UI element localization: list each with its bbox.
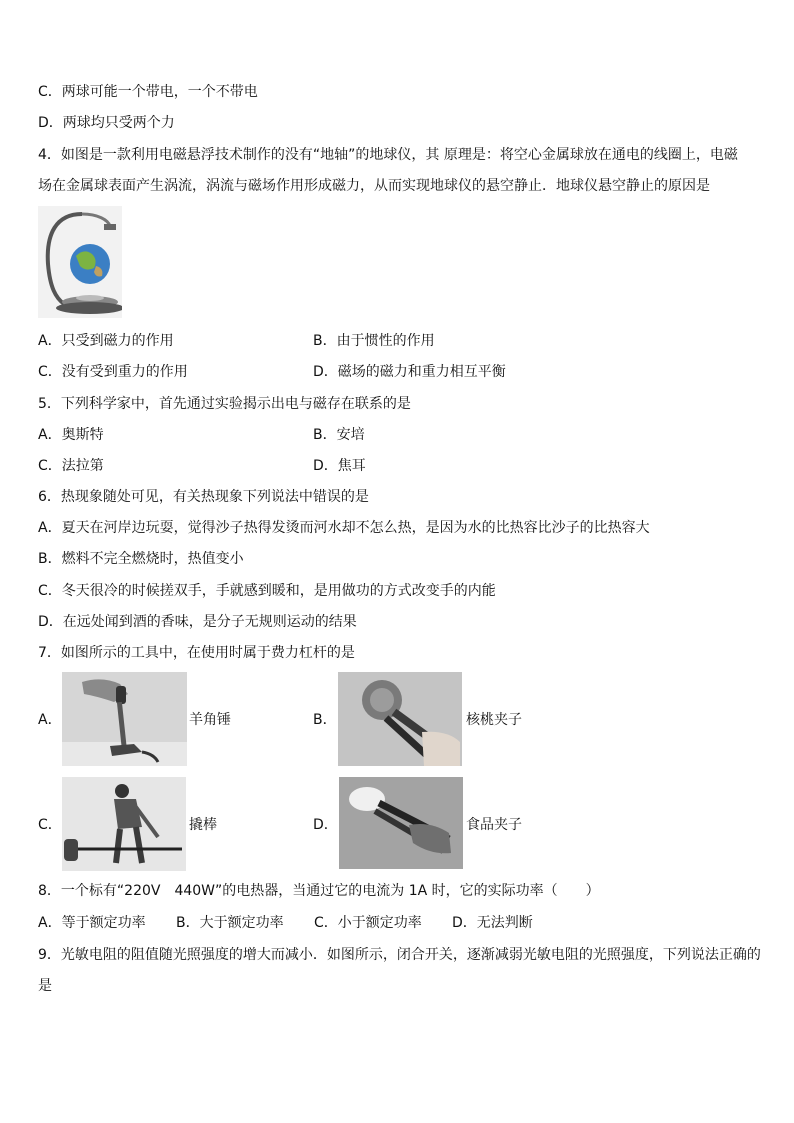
question-5-option-b: B．安培	[313, 427, 365, 443]
question-7-option-b-label: 核桃夹子	[466, 712, 522, 728]
question-7-option-b-letter: B．	[313, 712, 337, 728]
option-d-prev: D．两球均只受两个力	[38, 115, 175, 131]
question-5-option-a: A．奥斯特	[38, 427, 104, 443]
question-5-stem: 5．下列科学家中，首先通过实验揭示出电与磁存在联系的是	[38, 396, 411, 412]
question-4-option-d: D．磁场的磁力和重力相互平衡	[313, 364, 506, 380]
question-7-stem: 7．如图所示的工具中，在使用时属于费力杠杆的是	[38, 645, 355, 661]
question-7-option-d-label: 食品夹子	[466, 817, 522, 833]
nutcracker-image	[338, 672, 462, 766]
question-7-option-c-label: 撬棒	[189, 817, 217, 833]
question-7-option-c-letter: C．	[38, 817, 62, 833]
question-7-option-d-letter: D．	[313, 817, 338, 833]
question-4-option-c: C．没有受到重力的作用	[38, 364, 188, 380]
option-c-prev: C．两球可能一个带电，一个不带电	[38, 84, 258, 100]
food-tongs-image	[339, 777, 463, 869]
question-8-option-a: A．等于额定功率	[38, 915, 146, 931]
question-6-option-d: D．在远处闻到酒的香味，是分子无规则运动的结果	[38, 614, 357, 630]
question-4-option-b: B．由于惯性的作用	[313, 333, 435, 349]
question-9-stem-line1: 9．光敏电阻的阻值随光照强度的增大而减小．如图所示，闭合开关，逐渐减弱光敏电阻的光照强度，下列说法正确的	[38, 947, 761, 963]
question-6-option-b: B．燃料不完全燃烧时，热值变小	[38, 551, 244, 567]
question-8-option-c: C．小于额定功率	[314, 915, 422, 931]
claw-hammer-image	[62, 672, 187, 766]
question-9-stem-line2: 是	[38, 978, 52, 994]
question-6-option-c: C．冬天很冷的时候搓双手，手就感到暖和，是用做功的方式改变手的内能	[38, 583, 496, 599]
question-8-option-d: D．无法判断	[452, 915, 533, 931]
question-8-option-b: B．大于额定功率	[176, 915, 284, 931]
question-6-option-a: A．夏天在河岸边玩耍，觉得沙子热得发烫而河水却不怎么热，是因为水的比热容比沙子的比热容大	[38, 520, 650, 536]
question-8-stem: 8．一个标有“220V 440W”的电热器，当通过它的电流为 1A 时，它的实际功率（ ）	[38, 883, 600, 899]
crowbar-image	[62, 777, 186, 871]
question-7-option-a-label: 羊角锤	[189, 712, 231, 728]
question-4-stem-line2: 场在金属球表面产生涡流，涡流与磁场作用形成磁力，从而实现地球仪的悬空静止．地球仪悬空静止的原因是	[38, 178, 710, 194]
question-4-stem-line1: 4．如图是一款利用电磁悬浮技术制作的没有“地轴”的地球仪，其 原理是：将空心金属球放在通电的线圈上，电磁	[38, 147, 738, 163]
question-5-option-d: D．焦耳	[313, 458, 366, 474]
question-6-stem: 6．热现象随处可见，有关热现象下列说法中错误的是	[38, 489, 369, 505]
maglev-globe-image	[38, 206, 122, 318]
question-5-option-c: C．法拉第	[38, 458, 104, 474]
question-4-option-a: A．只受到磁力的作用	[38, 333, 174, 349]
question-7-option-a-letter: A．	[38, 712, 62, 728]
